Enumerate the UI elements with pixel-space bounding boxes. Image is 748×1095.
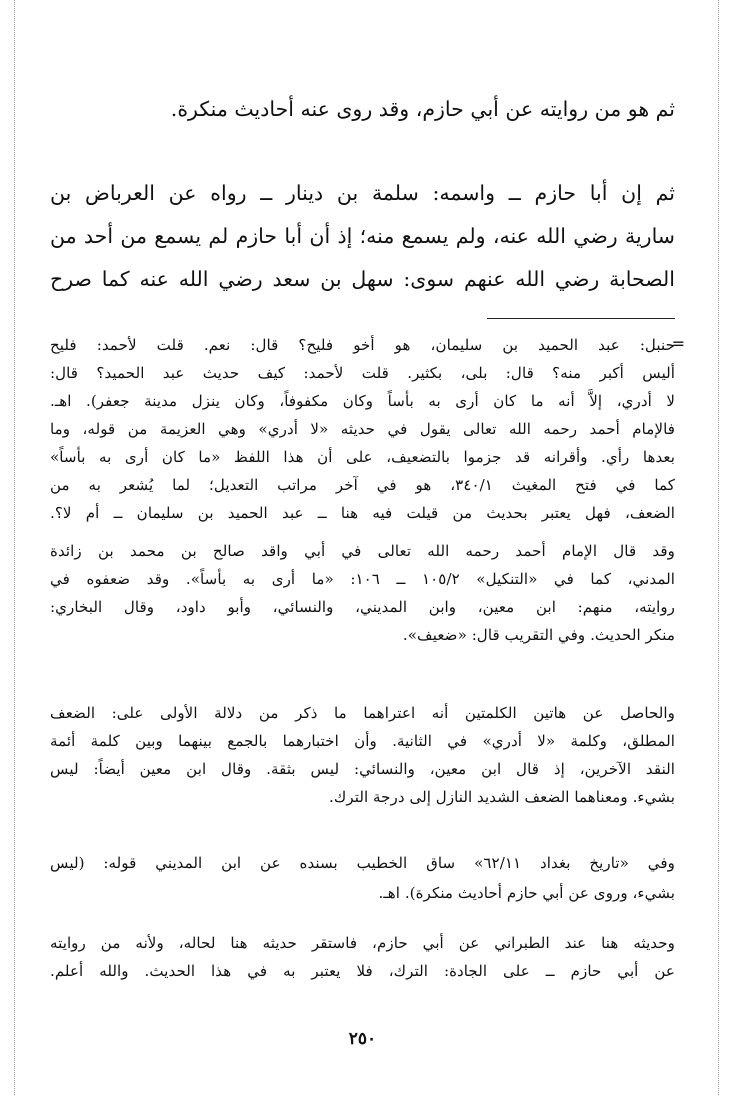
main-text-paragraph-2-line-3: الصحابة رضي الله عنهم سوى: سهل بن سعد رضي الله عنه كما صرح <box>50 267 675 291</box>
footnote-line: المدني، كما في «التنكيل» ١٠٥/٢ ــ ١٠٦: «ما أرى به بأساً». وقد ضعفوه في <box>50 570 676 588</box>
scan-edge-right <box>718 0 719 1095</box>
footnote-line: وحديثه هنا عند الطبراني عن أبي حازم، فاستقر حديثه هنا لحاله، ولأنه من روايته <box>50 934 675 952</box>
footnote-line: وفي «تاريخ بغداد ٦٢/١١» ساق الخطيب بسنده عن ابن المديني قوله: (ليس <box>50 854 675 872</box>
main-text-paragraph-1-line-1: ثم هو من روايته عن أبي حازم، وقد روى عنه أحاديث منكرة. <box>170 97 675 121</box>
footnote-separator-rule <box>487 318 675 319</box>
footnote-line: فالإمام أحمد رحمه الله تعالى يقول في حديثه «لا أدري» وهي العزيمة من قوله، وما <box>50 420 675 438</box>
footnote-continuation-mark: = <box>671 334 685 353</box>
footnote-line: أليس أكبر منه؟ قال: بلى، بكثير. قلت لأحمد: كيف حديث عبد الحميد؟ قال: <box>50 364 675 382</box>
footnote-line: المطلق، وكلمة «لا أدري» في الثانية. وأن اختبارهما بالجمع بينهما وبين كلمة أئمة <box>50 732 675 750</box>
footnote-line: كما في فتح المغيث ٣٤٠/١، هو في آخر مراتب التعديل؛ لما يُشعر به من <box>50 476 676 494</box>
footnote-line: بشيء. ومعناهما الضعف الشديد النازل إلى درجة الترك. <box>329 788 675 806</box>
footnote-line: بعدها رأي. وأقرانه قد جزموا بالتضعيف، على أن هذا اللفظ «ما كان أرى به بأساً» <box>50 448 675 466</box>
scan-edge-left <box>14 0 15 1095</box>
main-text-paragraph-2-line-1: ثم إن أبا حازم ــ واسمه: سلمة بن دينار ــ رواه عن العرباض بن <box>50 181 675 205</box>
footnote-line: والحاصل عن هاتين الكلمتين أنه اعتراهما ما ذكر من دلالة الأولى على: الضعف <box>50 704 675 722</box>
footnote-line: لا أدري، إلاَّ أنه ما كان أرى به بأساً وكان مكفوفاً، وكان ينزل مدينة جعفر). اهـ. <box>50 392 675 410</box>
footnote-line: بشيء، وروى عن أبي حازم أحاديث منكرة). اهـ. <box>378 884 675 902</box>
main-text-paragraph-2-line-2: سارية رضي الله عنه، ولم يسمع منه؛ إذ أن أبا حازم لم يسمع من أحد من <box>50 224 675 248</box>
footnote-line: منكر الحديث. وفي التقريب قال: «ضعيف». <box>402 626 675 644</box>
page-number: ٢٥٠ <box>348 1029 377 1049</box>
footnote-line: روايته، منهم: ابن معين، وابن المديني، والنسائي، وأبو داود، وقال البخاري: <box>50 598 675 616</box>
footnote-line: حنبل: عبد الحميد بن سليمان، هو أخو فليح؟ قال: نعم. قلت لأحمد: فليح <box>50 336 675 354</box>
footnote-line: الضعف، فهل يعتبر بحديث من قيلت فيه هنا ــ عبد الحميد بن سليمان ــ أم لا؟. <box>50 504 675 522</box>
footnote-line: وقد قال الإمام أحمد رحمه الله تعالى في أبي واقد صالح بن محمد بن زائدة <box>50 542 675 560</box>
footnote-line: عن أبي حازم ــ على الجادة: الترك، فلا يعتبر به في هذا الحديث. والله أعلم. <box>50 962 675 980</box>
footnote-line: النقد الآخرين، إذ قال ابن معين، والنسائي: ليس بثقة. وقال ابن معين أيضاً: ليس <box>50 760 675 778</box>
book-page <box>50 0 685 1095</box>
